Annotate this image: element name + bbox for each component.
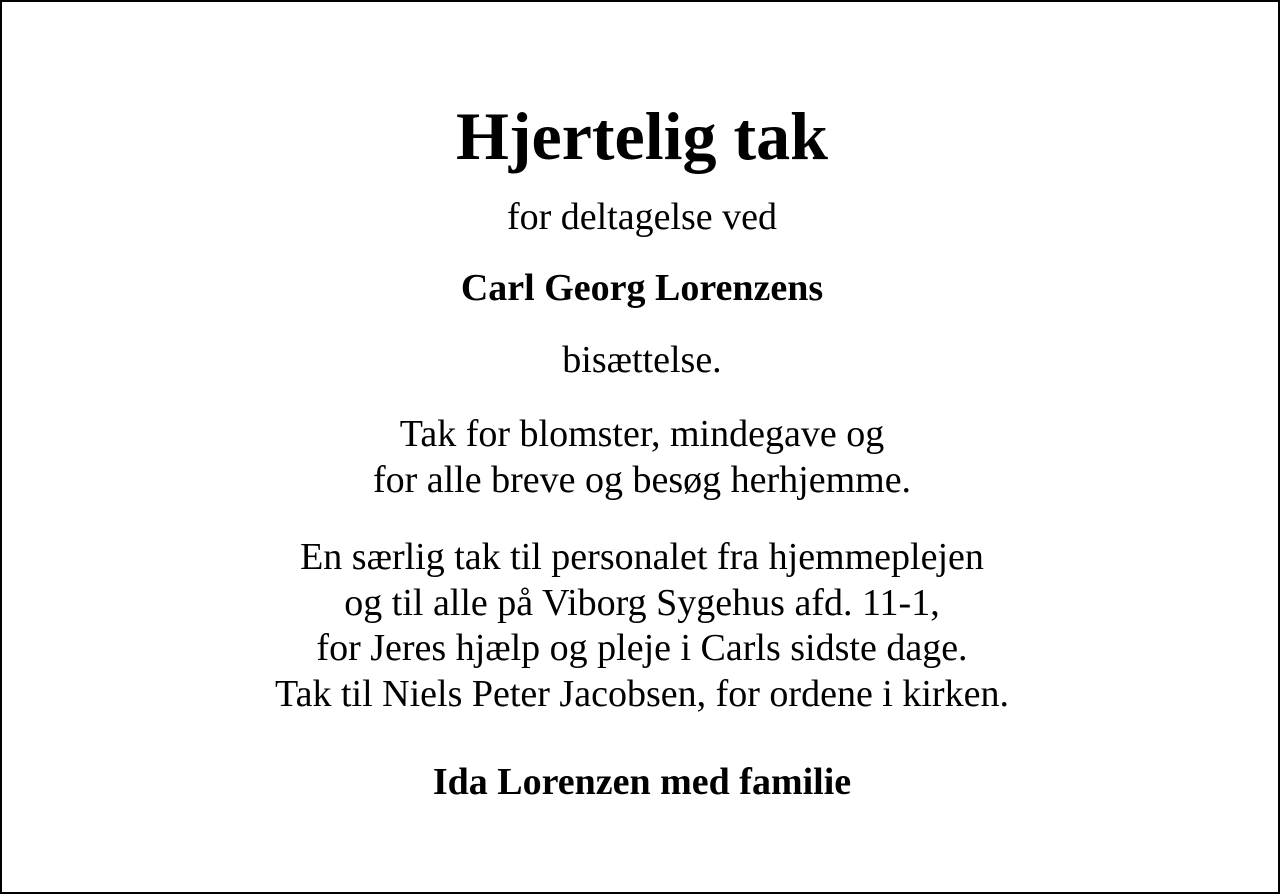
paragraph-line: for Jeres hjælp og pleje i Carls sidste dage. [316,627,968,670]
signature: Ida Lorenzen med familie [432,761,852,803]
paragraph-line: En særlig tak til personalet fra hjemmeplejen [300,536,984,578]
paragraph-line: og til alle på Viborg Sygehus afd. 11-1, [344,581,940,624]
thanks-paragraph-1 [2,412,1280,503]
deceased-name: Carl Georg Lorenzens [460,267,824,309]
paragraph-line: Tak for blomster, mindegave og [399,413,885,455]
event-text: bisættelse. [562,339,722,381]
notice-subtitle: for deltagelse ved [506,196,778,238]
paragraph-line: Tak til Niels Peter Jacobsen, for ordene i kirken. [275,672,1009,715]
thanks-paragraph-2 [2,535,1280,717]
notice-title: Hjertelig tak [456,98,828,174]
paragraph-line: for alle breve og besøg herhjemme. [372,458,912,501]
